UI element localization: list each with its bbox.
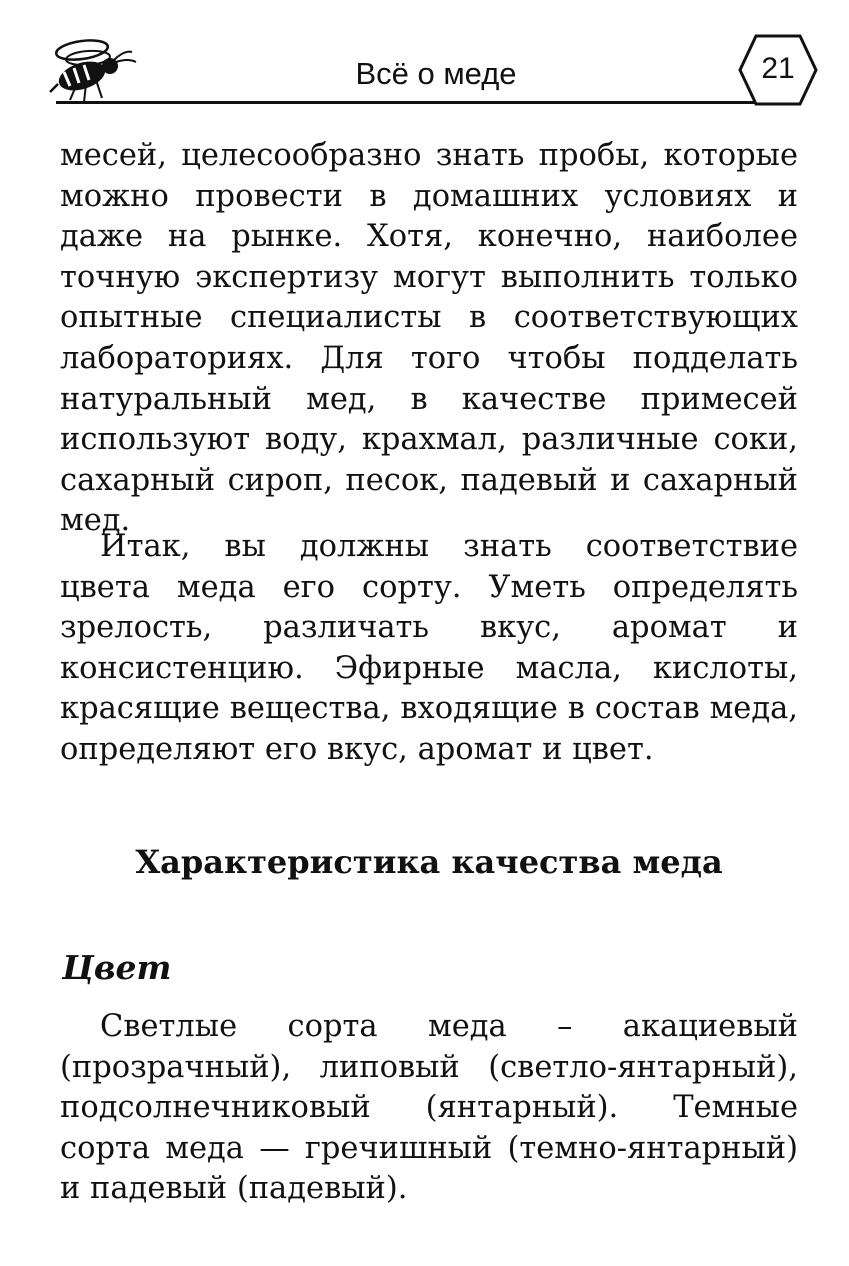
bee-icon (46, 28, 142, 112)
paragraph-color-description: Светлые сорта меда – акациевый (прозрачный), липовый (светло-янтарный), подсолнечниковый (янтарный). Темные сорта меда — гречишный (темно-янтарный) и падевый (падевый). (60, 1009, 798, 1207)
paragraph-summary: Итак, вы должны знать соответствие цвета меда его сорту. Уметь определять зрелость, различать вкус, аромат и консистенцию. Эфирные масла, кислоты, красящие вещества, входящие в состав меда, определяют его вкус, аромат и цвет. (60, 529, 798, 767)
subheading-color: Цвет (62, 948, 172, 987)
page-header (46, 28, 826, 112)
page-number: 21 (761, 52, 795, 85)
header-divider (56, 101, 780, 104)
page-number-badge (736, 32, 820, 108)
paragraph-continuation: месей, целесообразно знать пробы, которые можно провести в домашних условиях и даже на рынке. Хотя, конечно, наиболее точную экспертизу могут выполнить только опытные специалисты в соответствующих лабораториях. Для того чтобы подделать натуральный мед, в качестве примесей используют воду, крахмал, различные соки, сахарный сироп, песок, падевый и сахарный мед. (60, 138, 798, 539)
section-title: Характеристика качества меда (135, 843, 723, 881)
running-header-title: Всё о меде (355, 56, 517, 91)
